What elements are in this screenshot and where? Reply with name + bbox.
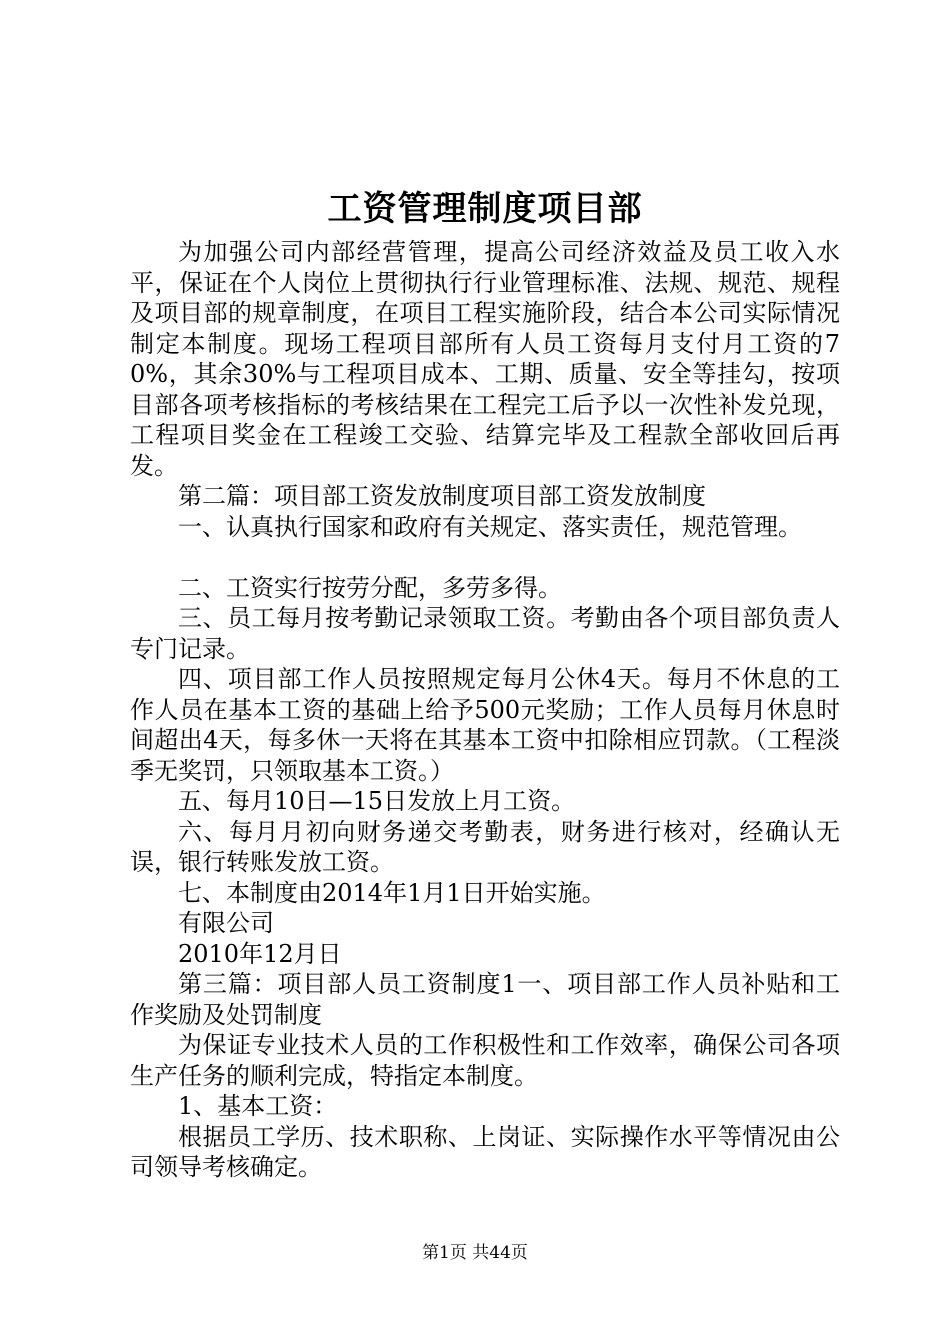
paragraph-item-1: 一、认真执行国家和政府有关规定、落实责任，规范管理。 xyxy=(178,512,802,541)
paragraph-date: 2010年12月日 xyxy=(178,939,342,968)
document-title: 工资管理制度项目部 xyxy=(327,189,643,229)
blank-line xyxy=(130,542,840,573)
document-page xyxy=(130,185,840,1183)
page-footer: 第1页 共44页 xyxy=(422,1243,528,1263)
paragraph-section-two-heading: 第二篇：项目部工资发放制度项目部工资发放制度 xyxy=(178,482,706,510)
paragraph-item-7: 七、本制度由2014年1月1日开始实施。 xyxy=(178,878,606,907)
paragraph-basic-salary-detail: 根据员工学历、技术职称、上岗证、实际操作水平等情况由公司领导考核确定。 xyxy=(130,1122,840,1181)
paragraph-basic-salary-heading: 1、基本工资： xyxy=(178,1092,338,1120)
paragraph-section-three-heading: 第三篇：项目部人员工资制度1一、项目部工作人员补贴和工作奖励及处罚制度 xyxy=(130,970,840,1029)
paragraph-item-2: 二、工资实行按劳分配，多劳多得。 xyxy=(178,573,562,602)
paragraph-purpose: 为保证专业技术人员的工作积极性和工作效率，确保公司各项生产任务的顺利完成，特指定本制度。 xyxy=(130,1031,840,1090)
paragraph-item-3: 三、员工每月按考勤记录领取工资。考勤由各个项目部负责人专门记录。 xyxy=(130,604,840,663)
paragraph-item-6: 六、每月月初向财务递交考勤表，财务进行核对，经确认无误，银行转账发放工资。 xyxy=(130,817,840,876)
paragraph-item-5: 五、每月10日—15日发放上月工资。 xyxy=(178,787,576,815)
paragraph-intro: 为加强公司内部经营管理，提高公司经济效益及员工收入水平，保证在个人岗位上贯彻执行行业管理标准、法规、规范、规程及项目部的规章制度，在项目工程实施阶段，结合本公司实际情况制定本制度。现场工程项目部所有人员工资每月支付月工资的70%，其余30%与工程项目成本、工期、质量、安全等挂勾，按项目部各项考核指标的考核结果在工程完工后予以一次性补发兑现，工程项目奖金在工程竣工交验、结算完毕及工程款全部收回后再发。 xyxy=(130,238,840,480)
paragraph-company: 有限公司 xyxy=(178,909,274,937)
paragraph-item-4: 四、项目部工作人员按照规定每月公休4天。每月不休息的工作人员在基本工资的基础上给予500元奖励；工作人员每月休息时间超出4天，每多休一天将在其基本工资中扣除相应罚款。（工程淡季无奖罚，只领取基本工资。） xyxy=(130,665,840,785)
